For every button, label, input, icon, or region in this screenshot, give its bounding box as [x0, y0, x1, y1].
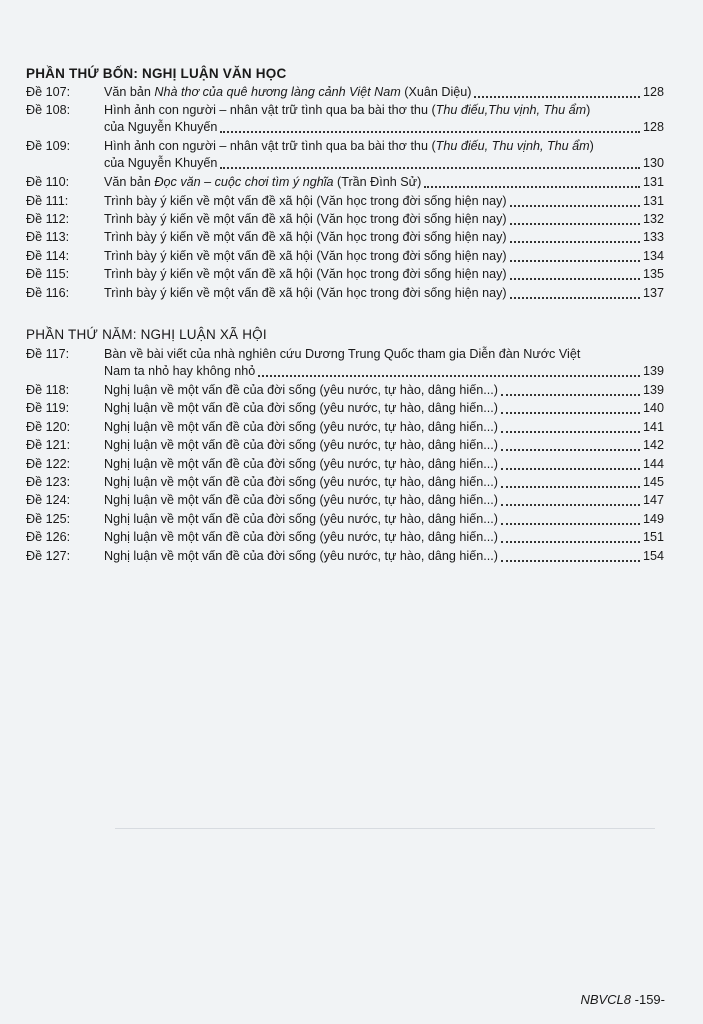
- page-footer: [580, 992, 665, 1007]
- leader-dots: [501, 398, 640, 414]
- entry-title: [104, 511, 498, 528]
- entry-number: Đề 125:: [26, 511, 71, 526]
- entry-title-part: Nghị luận về một vấn đề của đời sống (yêu nước, tự hào, dâng hiến...): [104, 438, 498, 453]
- entry-page-number: 133: [642, 230, 664, 245]
- entry-page-number: 140: [642, 401, 664, 416]
- entry-title-part: (Xuân Diệu): [400, 85, 472, 99]
- entry-page-number: 142: [642, 438, 664, 453]
- entry-page-number: 128: [642, 85, 664, 99]
- entry-page-number: 139: [642, 382, 664, 397]
- entry-page-number: 151: [642, 530, 664, 545]
- entry-title-part: Nam ta nhỏ hay không nhỏ: [104, 364, 256, 378]
- toc-entry: [26, 346, 664, 380]
- entry-title-part: Trình bày ý kiến về một vấn đề xã hội (Văn học trong đời sống hiện nay): [104, 212, 507, 226]
- toc-entry: [26, 529, 664, 546]
- entry-title-part: Bàn về bài viết của nhà nghiên cứu Dương Trung Quốc tham gia Diễn đàn Nước Việt: [104, 347, 581, 361]
- toc-entry: [26, 266, 664, 283]
- entry-title-part: Nghị luận về một vấn đề của đời sống (yêu nước, tự hào, dâng hiến...): [104, 419, 498, 434]
- entry-number: Đề 117:: [26, 347, 70, 361]
- entry-title: [104, 419, 498, 436]
- entry-title-part: của Nguyễn Khuyến: [104, 120, 218, 135]
- toc-entry: [26, 548, 664, 565]
- entry-title-part: ): [589, 139, 594, 154]
- entry-page-number: 141: [642, 419, 664, 434]
- entry-title-part: Trình bày ý kiến về một vấn đề xã hội (Văn học trong đời sống hiện nay): [104, 285, 507, 300]
- entry-title-part: Nghị luận về một vấn đề của đời sống (yêu nước, tự hào, dâng hiến...): [104, 456, 498, 471]
- entry-title: [104, 382, 498, 399]
- leader-dots: [220, 117, 640, 133]
- entry-number: Đề 113:: [26, 230, 70, 245]
- entry-page-number: 147: [642, 493, 664, 508]
- entry-title-part: Nghị luận về một vấn đề của đời sống (yêu nước, tự hào, dâng hiến...): [104, 474, 498, 489]
- leader-dots: [474, 82, 640, 98]
- leader-dots: [510, 227, 640, 243]
- entry-title-part: Nghị luận về một vấn đề của đời sống (yêu nước, tự hào, dâng hiến...): [104, 382, 498, 397]
- entry-title-part: Nghị luận về một vấn đề của đời sống (yêu nước, tự hào, dâng hiến...): [104, 511, 498, 526]
- entry-title: [104, 266, 507, 283]
- entry-title-part: Trình bày ý kiến về một vấn đề xã hội (Văn học trong đời sống hiện nay): [104, 267, 507, 282]
- entry-title: [104, 248, 507, 265]
- entry-number: Đề 124:: [26, 493, 71, 508]
- entry-page-number: 139: [642, 364, 664, 378]
- entry-page-number: 135: [642, 267, 664, 282]
- entry-number: Đề 107:: [26, 85, 71, 99]
- bleed-through-rule: [115, 828, 655, 829]
- entry-page-number: 128: [642, 120, 664, 135]
- toc-entry: [26, 138, 664, 172]
- entry-title-part: Văn bản: [104, 85, 155, 99]
- entry-title-part: Đọc văn – cuộc chơi tìm ý nghĩa: [154, 175, 334, 190]
- toc-entry: [26, 511, 664, 528]
- leader-dots: [501, 472, 640, 488]
- entry-number: Đề 111:: [26, 193, 69, 208]
- entry-title: [104, 211, 507, 228]
- toc-entry: [26, 84, 664, 101]
- entry-title-part: Nghị luận về một vấn đề của đời sống (yêu nước, tự hào, dâng hiến...): [104, 530, 498, 545]
- entry-number: Đề 119:: [26, 401, 70, 416]
- footer-page-number: -159-: [634, 992, 665, 1007]
- entry-number: Đề 122:: [26, 456, 71, 471]
- entry-title: [104, 548, 498, 565]
- entry-number: Đề 121:: [26, 438, 71, 453]
- entry-number: Đề 114:: [26, 248, 70, 263]
- leader-dots: [501, 454, 640, 470]
- leader-dots: [220, 153, 640, 169]
- entry-page-number: 131: [642, 175, 664, 190]
- entry-title: [104, 363, 255, 380]
- entry-title: [104, 400, 498, 417]
- toc-entry: [26, 419, 664, 436]
- toc-entry: [26, 400, 664, 417]
- leader-dots: [424, 172, 640, 188]
- entry-page-number: 149: [642, 511, 664, 526]
- footer-code: NBVCL8: [580, 992, 632, 1007]
- entry-title-part: (Trần Đình Sử): [333, 175, 422, 190]
- entry-title-part: Nhà thơ của quê hương làng cảnh Việt Nam: [154, 85, 401, 99]
- toc-entry: [26, 437, 664, 454]
- entry-title: [104, 492, 498, 509]
- entry-page-number: 145: [642, 474, 664, 489]
- entry-number: Đề 110:: [26, 175, 70, 190]
- toc-entry: [26, 174, 664, 191]
- entry-title: [104, 193, 507, 210]
- entry-title: [104, 456, 498, 473]
- leader-dots: [510, 246, 640, 262]
- entry-title-part: Trình bày ý kiến về một vấn đề xã hội (Văn học trong đời sống hiện nay): [104, 230, 507, 245]
- toc-entry: [26, 211, 664, 228]
- entry-title: [104, 474, 498, 491]
- entry-number: Đề 116:: [26, 285, 70, 300]
- leader-dots: [501, 527, 640, 543]
- section-4-title: PHẦN THỨ BỐN: NGHỊ LUẬN VĂN HỌC: [26, 66, 287, 81]
- leader-dots: [510, 191, 640, 207]
- leader-dots: [501, 417, 640, 433]
- entry-number: Đề 123:: [26, 474, 71, 489]
- entry-number: Đề 109:: [26, 139, 71, 154]
- toc-entry: [26, 285, 664, 302]
- toc-entry: [26, 382, 664, 399]
- entry-page-number: 132: [642, 212, 664, 226]
- entry-page-number: 154: [642, 548, 664, 563]
- entry-page-number: 137: [642, 285, 664, 300]
- entry-title-part: của Nguyễn Khuyến: [104, 156, 218, 171]
- entry-title: [104, 119, 217, 136]
- entry-title: [104, 529, 498, 546]
- entry-title-part: Nghị luận về một vấn đề của đời sống (yêu nước, tự hào, dâng hiến...): [104, 548, 498, 563]
- entry-number: Đề 115:: [26, 267, 70, 282]
- entry-title-part: Nghị luận về một vấn đề của đời sống (yêu nước, tự hào, dâng hiến...): [104, 493, 498, 508]
- entry-title: [104, 285, 507, 302]
- leader-dots: [510, 209, 640, 225]
- leader-dots: [501, 435, 640, 451]
- entry-number: Đề 108:: [26, 103, 71, 118]
- leader-dots: [510, 283, 640, 299]
- entry-number: Đề 118:: [26, 382, 70, 397]
- entry-title-part: Trình bày ý kiến về một vấn đề xã hội (Văn học trong đời sống hiện nay): [104, 248, 507, 263]
- entry-number: Đề 126:: [26, 530, 71, 545]
- leader-dots: [258, 361, 640, 377]
- toc-entry: [26, 456, 664, 473]
- entry-title-part: Hình ảnh con người – nhân vật trữ tình qua ba bài thơ thu (: [104, 103, 436, 118]
- toc-entry: [26, 474, 664, 491]
- entry-title: [104, 155, 217, 172]
- leader-dots: [510, 264, 640, 280]
- entry-title: [104, 229, 507, 246]
- toc-entry: [26, 229, 664, 246]
- entry-title-part: ): [586, 103, 591, 118]
- toc-entry: [26, 102, 664, 136]
- entry-title-part: Nghị luận về một vấn đề của đời sống (yêu nước, tự hào, dâng hiến...): [104, 401, 498, 416]
- entry-title-part: Thu điếu,Thu vịnh, Thu ẩm: [435, 103, 587, 118]
- entry-number: Đề 112:: [26, 212, 70, 226]
- toc-entry: [26, 248, 664, 265]
- entry-number: Đề 120:: [26, 419, 71, 434]
- toc-entry: [26, 193, 664, 210]
- entry-title: [104, 437, 498, 454]
- toc-entry: [26, 492, 664, 509]
- leader-dots: [501, 490, 640, 506]
- entry-title-part: Trình bày ý kiến về một vấn đề xã hội (Văn học trong đời sống hiện nay): [104, 193, 507, 208]
- entry-page-number: 144: [642, 456, 664, 471]
- leader-dots: [501, 509, 640, 525]
- entry-page-number: 130: [642, 156, 664, 171]
- entry-number: Đề 127:: [26, 548, 71, 563]
- entry-page-number: 134: [642, 248, 664, 263]
- entry-title: [104, 84, 471, 101]
- section-5-title: PHẦN THỨ NĂM: NGHỊ LUẬN XÃ HỘI: [26, 327, 267, 342]
- leader-dots: [501, 380, 640, 396]
- entry-page-number: 131: [642, 193, 664, 208]
- entry-title-part: Văn bản: [104, 175, 155, 190]
- entry-title: [104, 174, 421, 191]
- entry-title-part: Thu điếu, Thu vịnh, Thu ẩm: [435, 139, 590, 154]
- entry-title-part: Hình ảnh con người – nhân vật trữ tình qua ba bài thơ thu (: [104, 139, 436, 154]
- leader-dots: [501, 546, 640, 562]
